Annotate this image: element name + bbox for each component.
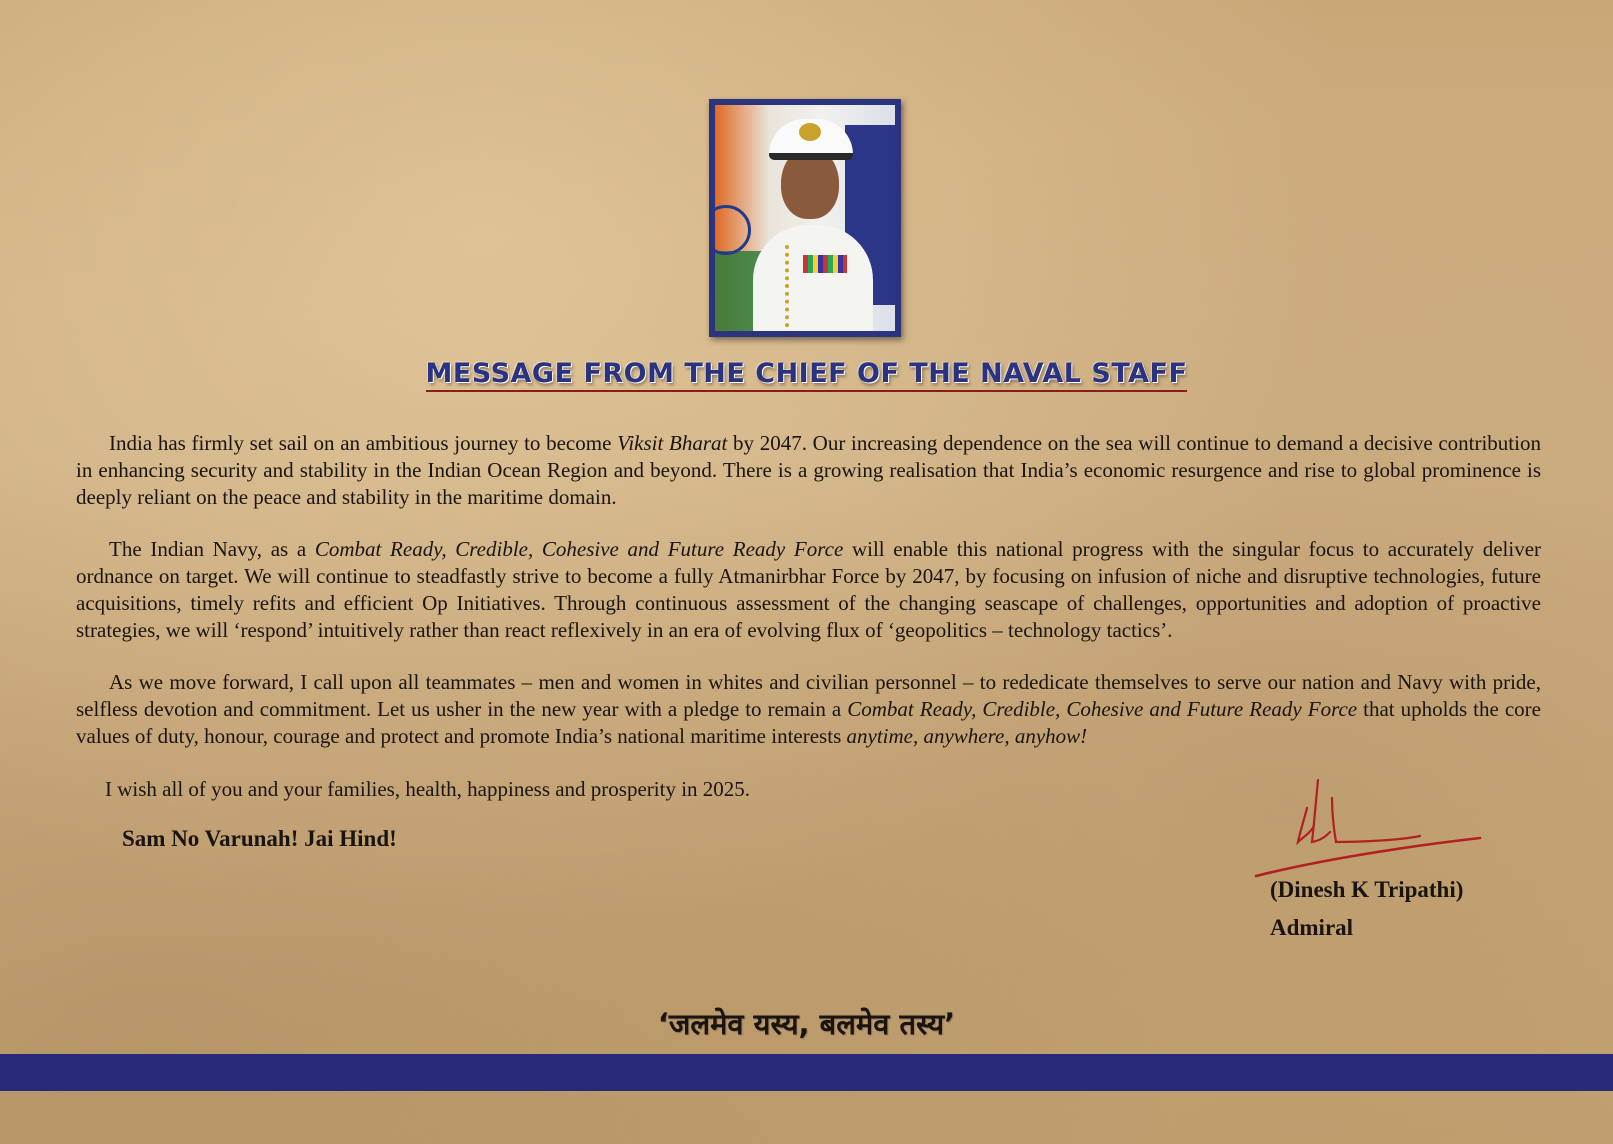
footer-navy-band <box>0 1054 1613 1091</box>
message-body <box>76 430 1541 775</box>
signatory-name: (Dinesh K Tripathi) <box>1270 877 1464 902</box>
paragraph-2: The Indian Navy, as a Combat Ready, Credible, Cohesive and Future Ready Force will enable this national progress with the singular focus to accurately deliver ordnance on target. We will continue to steadfastly strive to become a fully Atmanirbhar Force by 2047, by focusing on infusion of niche and disruptive technologies, future acquisitions, timely refits and efficient Op Initiatives. Through continuous assessment of the changing seascape of challenges, opportunities and adoption of proactive strategies, we will ‘respond’ intuitively rather than react reflexively in an era of evolving flux of ‘geopolitics – technology tactics’. <box>76 537 1542 642</box>
sanskrit-motto: ‘जलमेव यस्य, बलमेव तस्य’ <box>657 1007 956 1041</box>
paragraph-3: As we move forward, I call upon all teammates – men and women in whites and civilian personnel – to rededicate themselves to serve our nation and Navy with pride, selfless devotion and commitment. Let us usher in the new year with a pledge to remain a Combat Ready, Credible, Cohesive and Future Ready Force that upholds the core values of duty, honour, courage and protect and promote India’s national maritime interests anytime, anywhere, anyhow! <box>76 670 1541 748</box>
new-year-wish: I wish all of you and your families, health, happiness and prosperity in 2025. <box>105 777 751 801</box>
handwritten-signature <box>1252 770 1484 880</box>
signatory-rank: Admiral <box>1270 915 1354 940</box>
salutation: Sam No Varunah! Jai Hind! <box>122 826 397 851</box>
admiral-portrait-photo <box>709 99 901 337</box>
paragraph-1: India has firmly set sail on an ambitious journey to become Viksit Bharat by 2047. Our increasing dependence on the sea will continue to demand a decisive contribution in enhancing security and stability in the Indian Ocean Region and beyond. There is a growing realisation that India’s economic resurgence and rise to global prominence is deeply reliant on the peace and stability in the maritime domain. <box>76 431 1541 509</box>
page-title: MESSAGE FROM THE CHIEF OF THE NAVAL STAFF <box>0 358 1613 389</box>
